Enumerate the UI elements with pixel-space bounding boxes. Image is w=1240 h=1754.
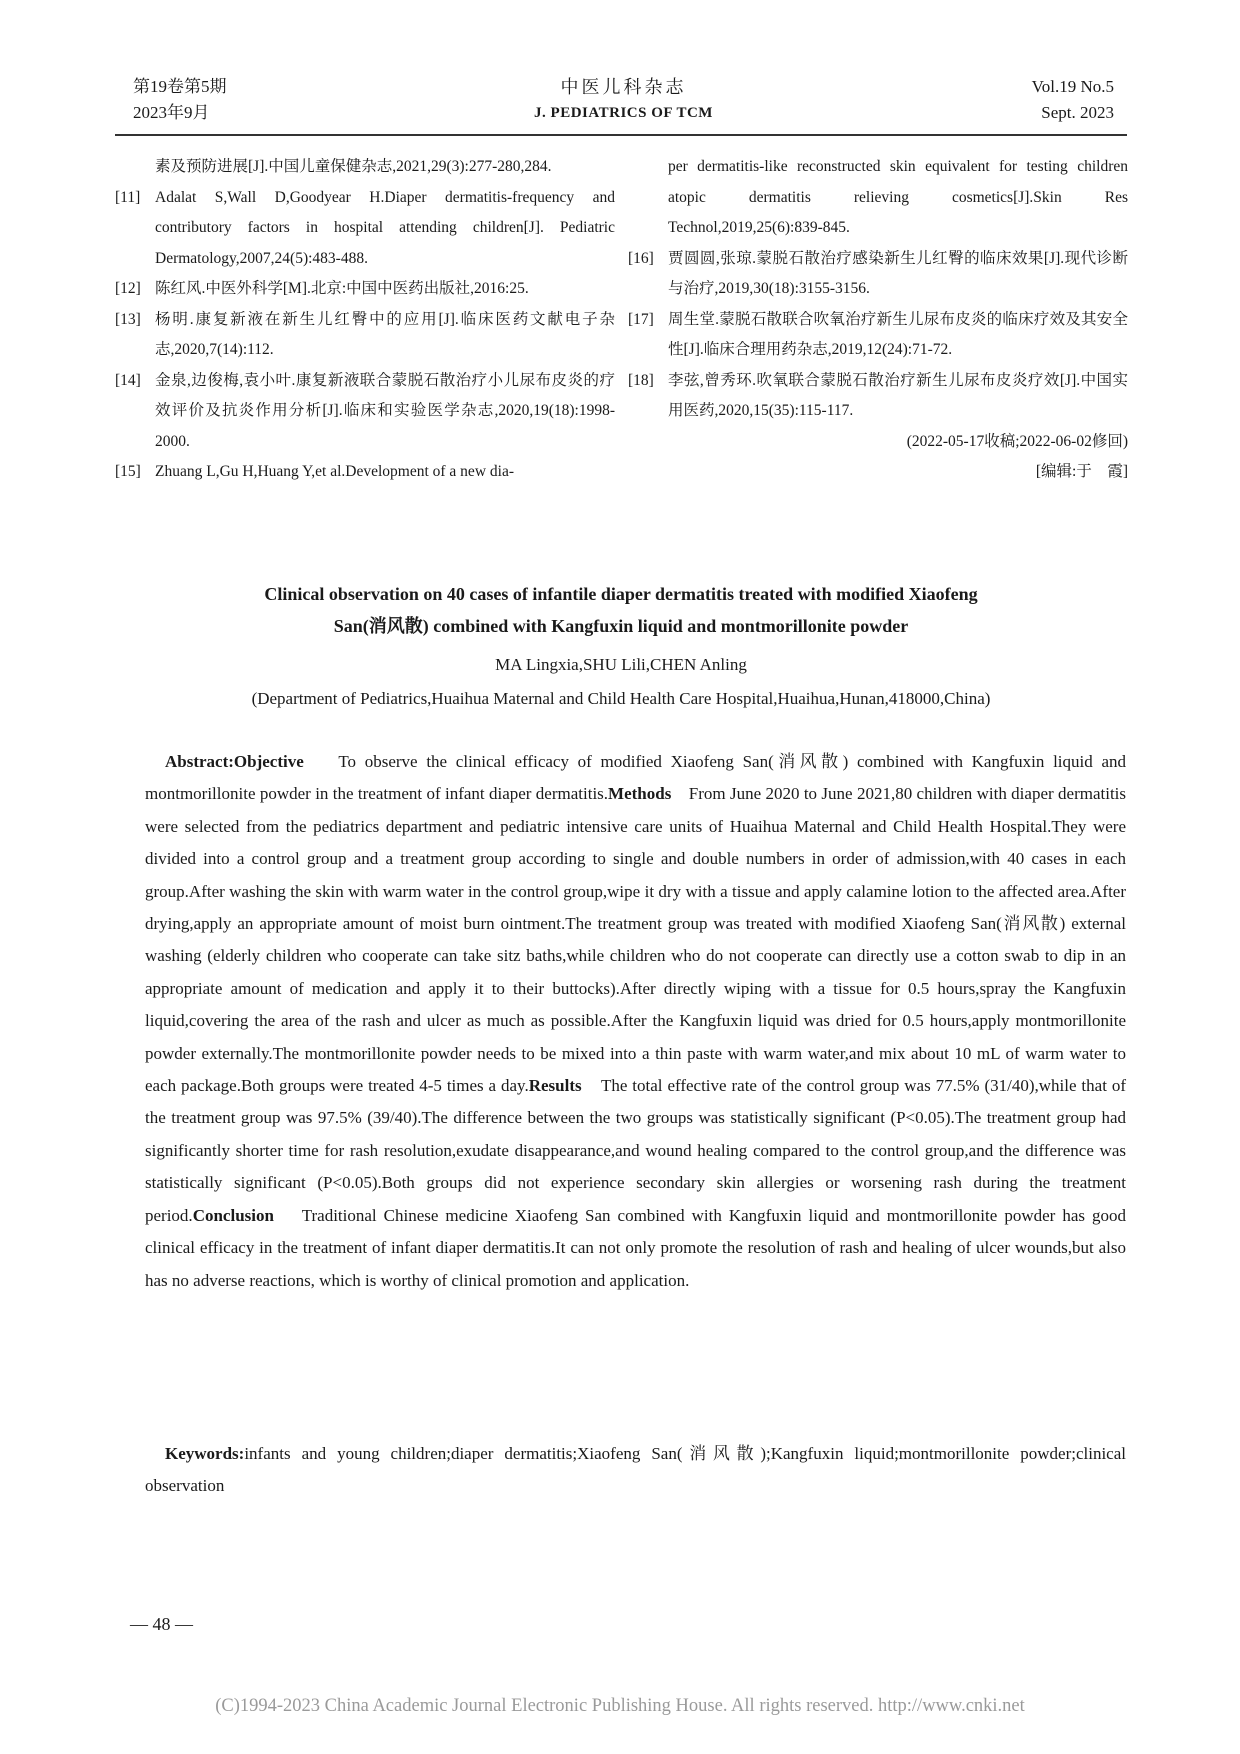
keywords-label: Keywords: xyxy=(165,1444,245,1463)
objective-label: Objective xyxy=(233,752,304,771)
objective-text: To observe the clinical efficacy of modified Xiaofeng San(消风散) combined with Kangfuxin liquid and montmorillonite powder in the treatment of infant diaper dermatitis. xyxy=(145,752,1126,804)
conclusion-label: Conclusion xyxy=(192,1205,274,1225)
volume-issue-cn: 第19卷第5期 xyxy=(133,77,227,96)
reference-item: [14] 金泉,边俊梅,袁小叶.康复新液联合蒙脱石散治疗小儿尿布皮炎的疗效评价及抗炎作用分析[J].临床和实验医学杂志,2020,19(18):1998-2000. xyxy=(115,371,615,450)
page-number: — 48 — xyxy=(130,1614,193,1634)
english-title-line: San(消风散) combined with Kangfuxin liquid and montmorillonite powder xyxy=(333,616,909,636)
reference-item: [15] Zhuang L,Gu H,Huang Y,et al.Development of a new dia- xyxy=(115,463,514,480)
keywords-text: infants and young children;diaper dermatitis;Xiaofeng San(消风散);Kangfuxin liquid;montmorillonite powder;clinical observation xyxy=(145,1444,1126,1496)
reference-item: [18] 李弦,曾秀环.吹氧联合蒙脱石散治疗新生儿尿布皮炎疗效[J].中国实用医药,2020,15(35):115-117. xyxy=(628,371,1128,419)
volume-issue-en: Vol.19 No.5 xyxy=(1031,77,1114,96)
results-label: Results xyxy=(528,1076,582,1096)
reference-item: 素及预防进展[J].中国儿童保健杂志,2021,29(3):277-280,284. xyxy=(155,158,552,175)
running-header xyxy=(133,74,1114,130)
english-title-line: Clinical observation on 40 cases of infantile diaper dermatitis treated with modified Xiaofeng xyxy=(264,584,978,604)
header-rule xyxy=(115,134,1127,136)
reference-item: [13] 杨明.康复新液在新生儿红臀中的应用[J].临床医药文献电子杂志,2020,7(14):112. xyxy=(115,310,615,358)
keywords xyxy=(145,1438,1126,1503)
journal-name xyxy=(133,74,1114,126)
affiliation: (Department of Pediatrics,Huaihua Maternal and Child Health Care Hospital,Huaihua,Hunan,418000,China) xyxy=(251,689,991,708)
conclusion-text: Traditional Chinese medicine Xiaofeng San combined with Kangfuxin liquid and montmorillonite powder has good clinical efficacy in the treatment of infant diaper dermatitis.It can not only promote the resolution of rash and healing of ulcer wounds,but also has no adverse reactions, which is worthy of clinical promotion and application. xyxy=(145,1205,1126,1290)
results-text: The total effective rate of the control group was 77.5% (31/40),while that of the treatment group was 97.5% (39/40).The difference between the two groups was statistically significant (P<0.05).The treatment group had significantly shorter time for rash resolution,exudate disappearance,and wound healing compared to the control group,and the difference was statistically significant (P<0.05).Both groups did not experience secondary skin allergies or worsening rash during the treatment period. xyxy=(145,1076,1126,1225)
journal-name-en: J. PEDIATRICS OF TCM xyxy=(534,105,713,121)
editor-note: [编辑:于 霞] xyxy=(1035,462,1128,480)
received-dates: (2022-05-17收稿;2022-06-02修回) xyxy=(906,432,1128,450)
issue-info-en xyxy=(1032,74,1114,126)
references-column-right xyxy=(628,152,1128,487)
reference-item: [17] 周生堂.蒙脱石散联合吹氧治疗新生儿尿布皮炎的临床疗效及其安全性[J].临床合理用药杂志,2019,12(24):71-72. xyxy=(628,310,1128,358)
reference-item: [16] 贾圆圆,张琼.蒙脱石散治疗感染新生儿红臀的临床效果[J].现代诊断与治疗,2019,30(18):3155-3156. xyxy=(628,249,1128,297)
methods-text: From June 2020 to June 2021,80 children with diaper dermatitis were selected from the pediatrics department and pediatric intensive care units of Huaihua Maternal and Child Health Hospital.They were divided into a control group and a treatment group according to single and double numbers in order of admission,with 40 cases in each group.After washing the skin with warm water in the control group,wipe it dry with a tissue and apply calamine lotion to the affected area.After drying,apply an appropriate amount of moist burn ointment.The treatment group was treated with modified Xiaofeng San(消风散) external washing (elderly children who cooperate can take sitz baths,while children who do not cooperate can directly use a cotton swab to dip in an appropriate amount of medication and apply it to their buttocks).After directly wiping with a tissue for 0.5 hours,spray the Kangfuxin liquid,covering the area of the rash and ulcer as much as possible.After the Kangfuxin liquid was dried for 0.5 hours,apply montmorillonite powder externally.The montmorillonite powder needs to be mixed into a thin paste with warm water,and mix about 10 mL of warm water to each package.Both groups were treated 4-5 times a day. xyxy=(145,784,1127,1096)
methods-label: Methods xyxy=(608,784,672,804)
copyright-notice: (C)1994-2023 China Academic Journal Electronic Publishing House. All rights reserved. http://www.cnki.net xyxy=(215,1696,1025,1716)
date-en: Sept. 2023 xyxy=(1041,103,1114,122)
reference-item: [12] 陈红风.中医外科学[M].北京:中国中医药出版社,2016:25. xyxy=(115,280,529,297)
english-abstract xyxy=(145,746,1126,1297)
reference-item: [11] Adalat S,Wall D,Goodyear H.Diaper dermatitis-frequency and contributory factors in hospital attending children[J]. Pediatric Dermatology,2007,24(5):483-488. xyxy=(115,188,615,267)
reference-item: per dermatitis-like reconstructed skin equivalent for testing children atopic dermatitis relieving cosmetics[J].Skin Res Technol,2019,25(6):839-845. xyxy=(668,158,1128,236)
authors: MA Lingxia,SHU Lili,CHEN Anling xyxy=(495,655,747,674)
references-column-left xyxy=(115,152,615,488)
english-title xyxy=(115,578,1127,642)
date-cn: 2023年9月 xyxy=(133,103,210,122)
journal-name-cn: 中医儿科杂志 xyxy=(560,77,687,97)
abstract-label: Abstract: xyxy=(165,752,234,771)
